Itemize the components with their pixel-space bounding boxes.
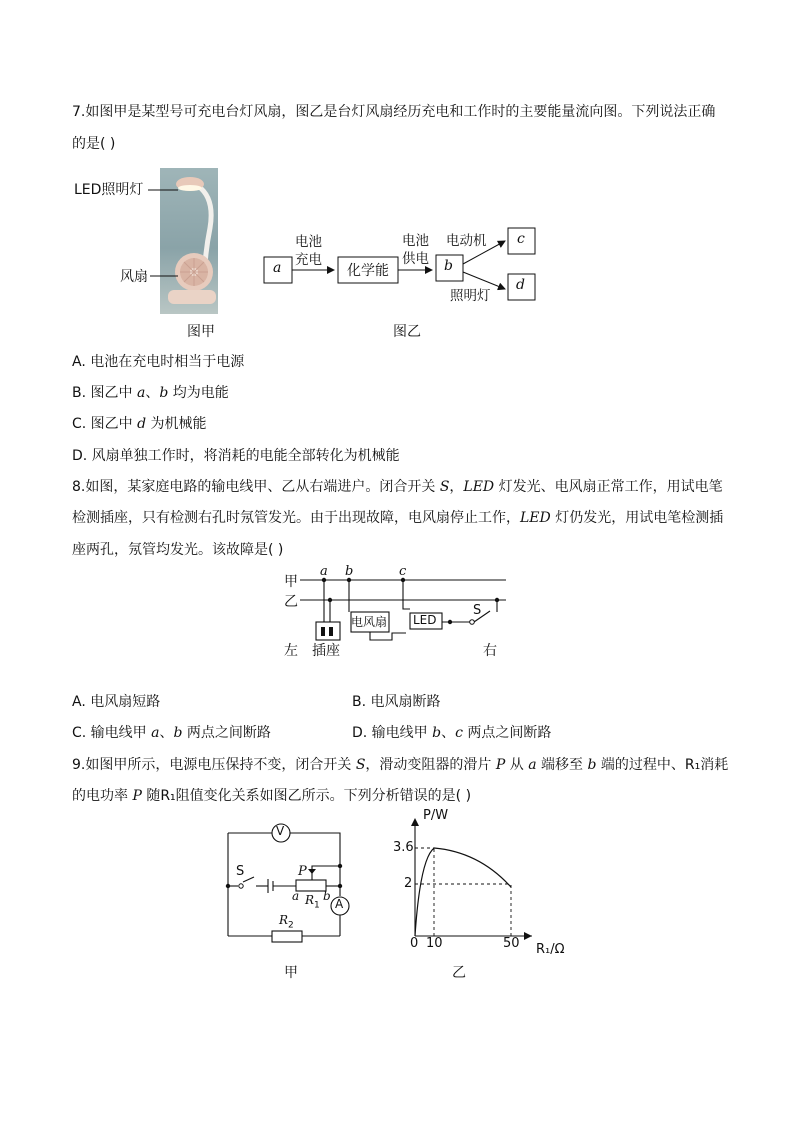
q7-option-a[interactable]: A. 电池在充电时相当于电源 <box>72 354 245 370</box>
end-a-label: a <box>292 889 300 903</box>
fan-label: 风扇 <box>120 269 148 285</box>
switch-s-label: S <box>473 603 482 618</box>
q9-stem-line1: 9.如图甲所示，电源电压保持不变，闭合开关 S，滑动变阻器的滑片 P 从 a 端移至 b 端的过程中、R₁消耗 <box>72 757 729 773</box>
q9-switch-label: S <box>236 864 245 879</box>
y-tick-2: 2 <box>404 876 413 891</box>
r2-label: $R_2$ <box>279 913 294 931</box>
arrow1-top: 电池 <box>295 234 322 250</box>
led-label: LED <box>413 613 437 627</box>
q7-option-b[interactable]: B. 图乙中 a、b 均为电能 <box>72 385 229 401</box>
q9-stem-line2: 的电功率 P 随R₁阻值变化关系如图乙所示。下列分析错误的是( ) <box>72 788 472 804</box>
wire-yi-label: 乙 <box>284 594 298 610</box>
q7-option-c[interactable]: C. 图乙中 d 为机械能 <box>72 416 207 432</box>
graph-ylabel: P/W <box>423 808 449 823</box>
x-tick-50: 50 <box>503 936 520 951</box>
q7-stem-line1: 7.如图甲是某型号可充电台灯风扇，图乙是台灯风扇经历充电和工作时的主要能量流向图。下列说法正确 <box>72 104 716 120</box>
q9-fig-jia-caption: 甲 <box>284 965 298 981</box>
voltmeter-label: V <box>276 824 285 838</box>
q8-stem-line3: 座两孔，氖管均发光。该故障是( ) <box>72 542 284 558</box>
box-c-label: c <box>517 231 525 247</box>
motor-label: 电动机 <box>446 233 487 249</box>
arrow2-bottom: 供电 <box>402 251 429 267</box>
slider-p-label: P <box>298 864 307 879</box>
arrow1-bottom: 充电 <box>295 252 322 268</box>
chemical-energy-label: 化学能 <box>347 263 389 279</box>
box-a-label: a <box>273 260 282 276</box>
q8-option-c[interactable]: C. 输电线甲 a、b 两点之间断路 <box>72 725 271 741</box>
box-d-label: d <box>516 277 525 293</box>
q8-stem-line2: 检测插座，只有检测右孔时氖管发光。由于出现故障，电风扇停止工作，LED 灯仍发光，用试电笔检测插 <box>72 510 724 526</box>
ammeter-label: A <box>335 897 344 911</box>
point-b-label: b <box>345 564 354 579</box>
q8-option-a[interactable]: A. 电风扇短路 <box>72 694 161 710</box>
x-tick-0: 0 <box>410 936 419 951</box>
fig-yi-caption: 图乙 <box>393 324 421 340</box>
lamp-label: 照明灯 <box>450 288 491 304</box>
point-c-label: c <box>399 564 407 579</box>
r1-label: $R_1$ <box>305 893 320 911</box>
graph-xlabel: R₁/Ω <box>536 942 565 957</box>
point-a-label: a <box>320 564 328 579</box>
arrow2-top: 电池 <box>402 233 429 249</box>
power-curve <box>415 848 511 936</box>
q8-stem-line1: 8.如图，某家庭电路的输电线甲、乙从右端进户。闭合开关 S，LED 灯发光、电风扇正常工作，用试电笔 <box>72 479 723 495</box>
electric-fan-label: 电风扇 <box>351 615 388 629</box>
right-label: 右 <box>483 643 497 659</box>
box-b-label: b <box>444 258 453 274</box>
led-light-label: LED照明灯 <box>74 182 144 198</box>
end-b-label: b <box>323 889 331 903</box>
socket-label: 插座 <box>312 643 340 659</box>
q8-option-b[interactable]: B. 电风扇断路 <box>352 694 441 710</box>
fig-jia-caption: 图甲 <box>187 324 215 340</box>
q9-fig-yi-caption: 乙 <box>452 965 466 981</box>
q8-option-d[interactable]: D. 输电线甲 b、c 两点之间断路 <box>352 725 552 741</box>
q7-option-d[interactable]: D. 风扇单独工作时，将消耗的电能全部转化为机械能 <box>72 448 400 464</box>
left-label: 左 <box>284 643 298 659</box>
q7-stem-line2: 的是( ) <box>72 136 116 152</box>
y-tick-3-6: 3.6 <box>393 840 414 855</box>
x-tick-10: 10 <box>426 936 443 951</box>
wire-jia-label: 甲 <box>284 574 298 590</box>
